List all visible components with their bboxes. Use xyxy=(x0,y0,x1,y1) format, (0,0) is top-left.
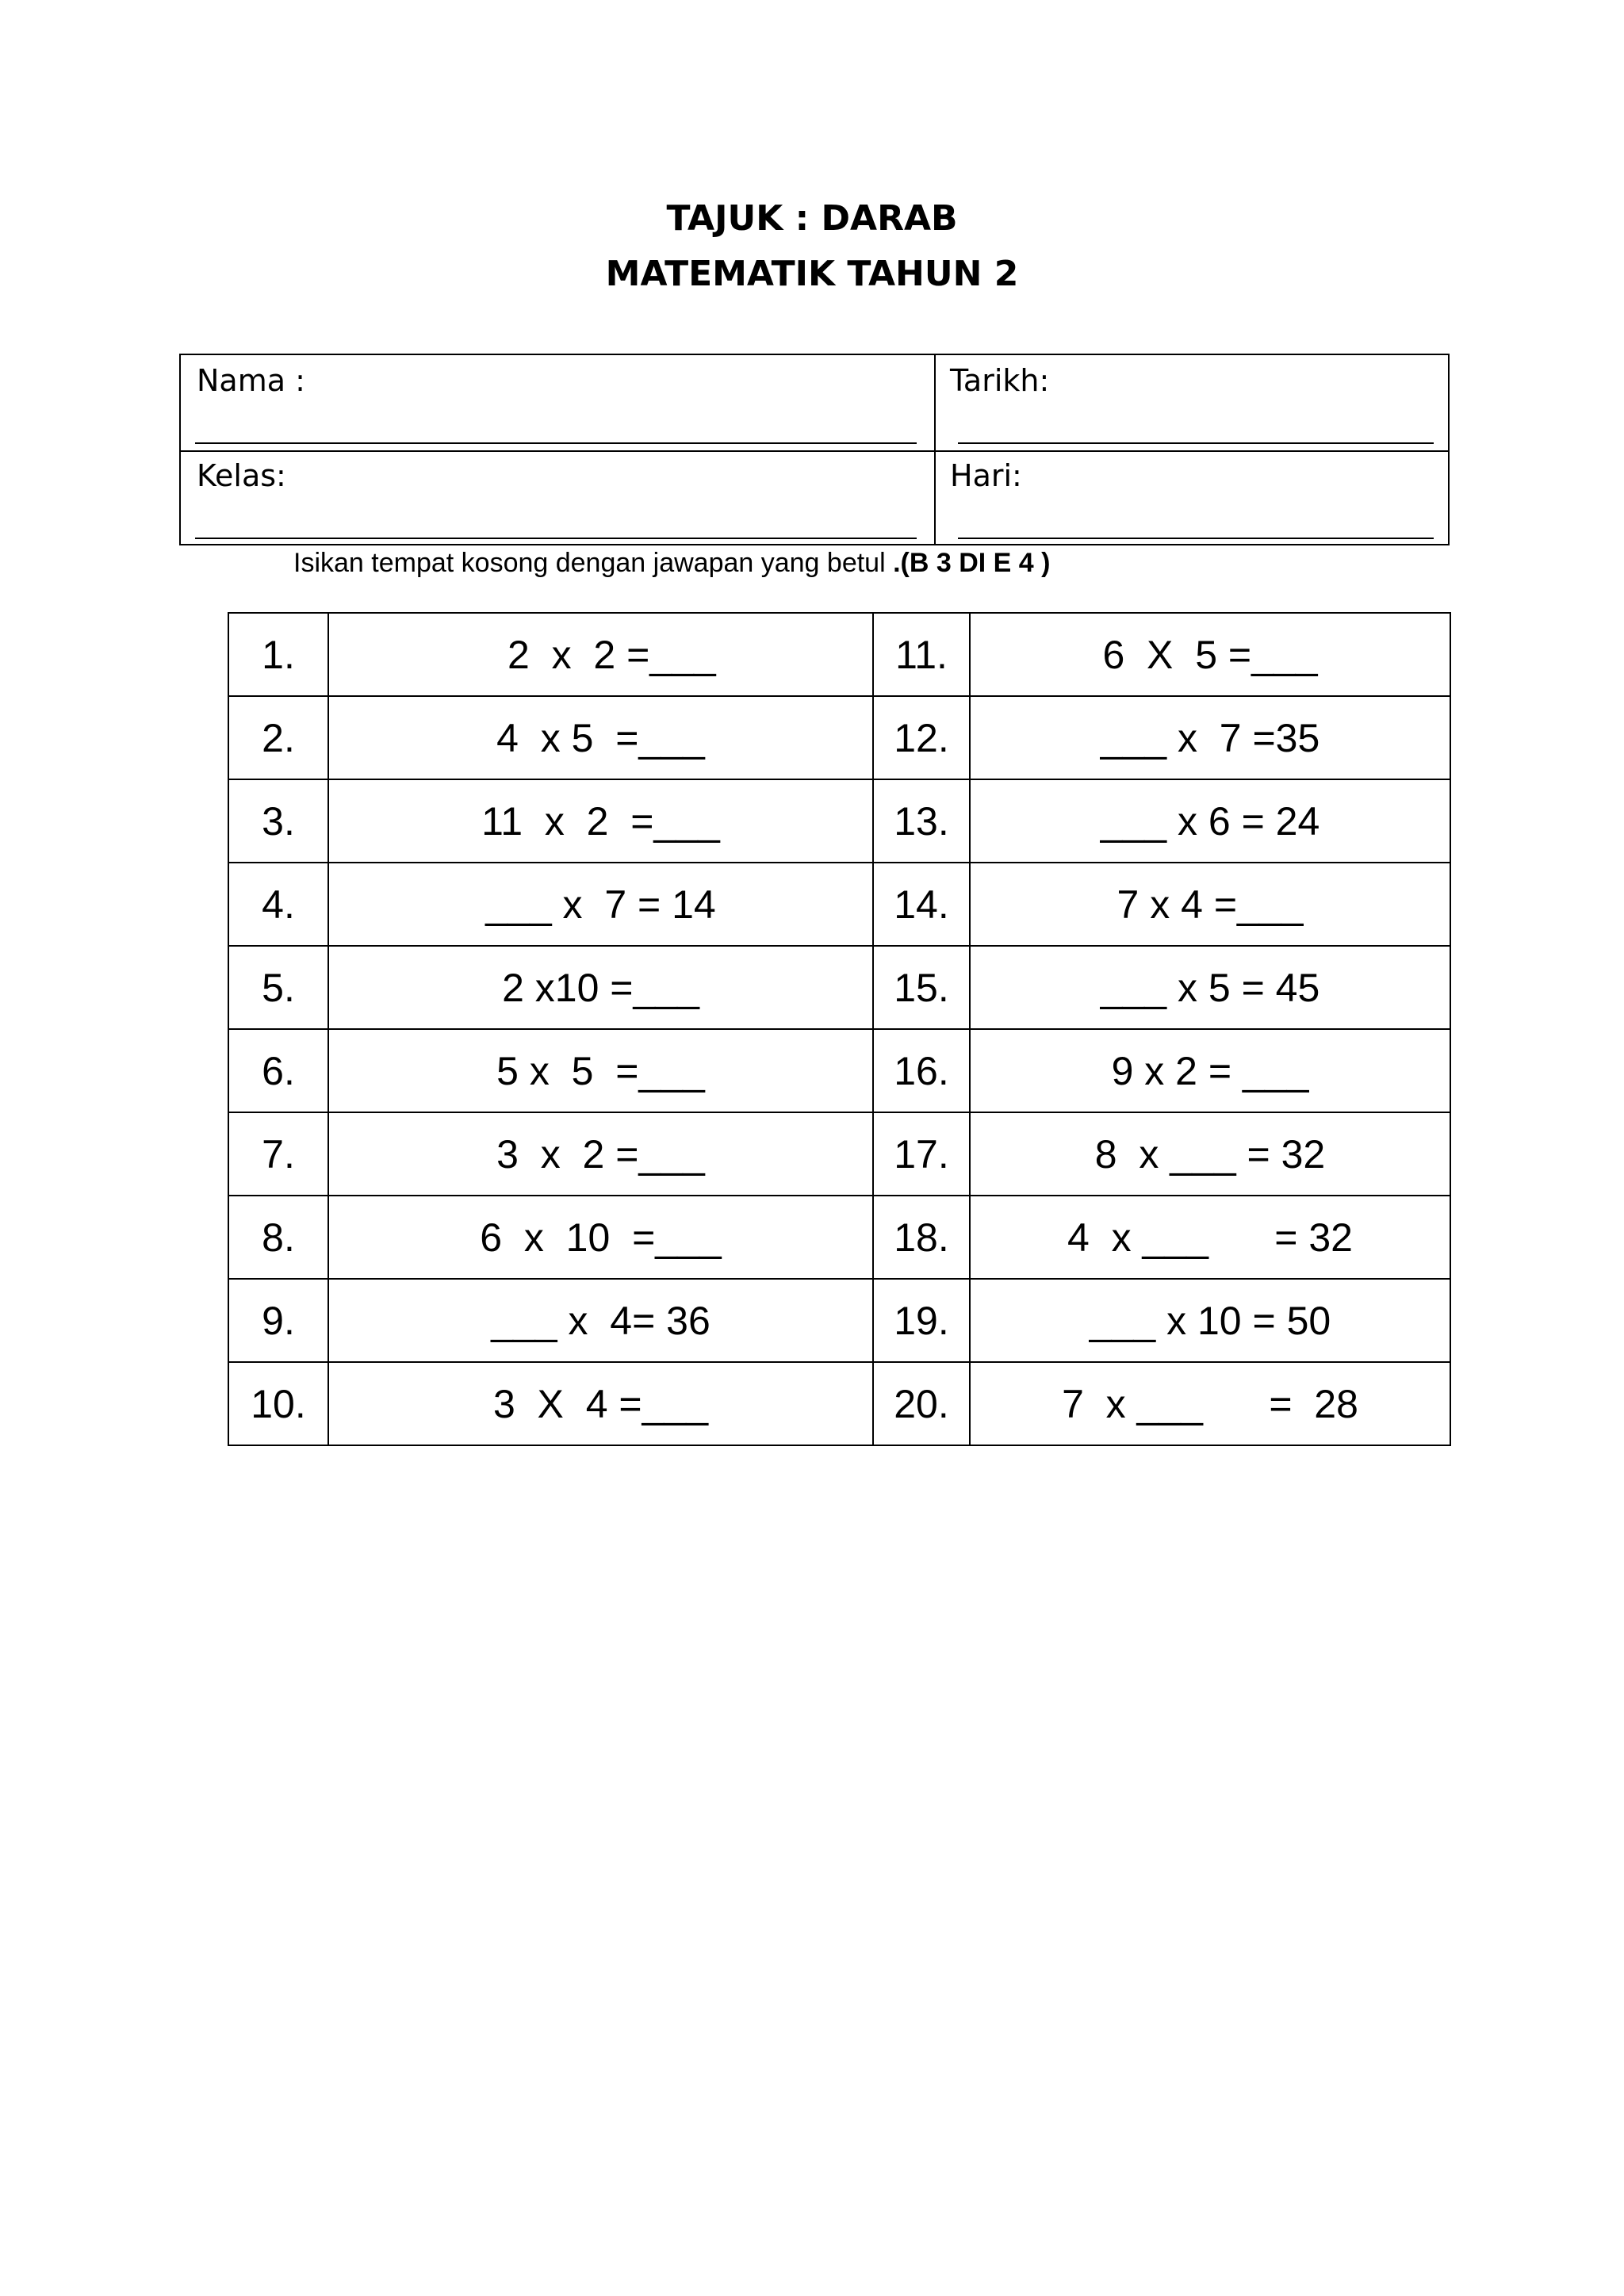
page-title: TAJUK : DARAB xyxy=(666,198,958,239)
question-cell[interactable]: ___ x 5 = 45 xyxy=(970,946,1450,1029)
question-number: 11. xyxy=(873,613,970,696)
question-number: 8. xyxy=(228,1196,328,1279)
nama-field[interactable] xyxy=(195,442,917,444)
question-number: 9. xyxy=(228,1279,328,1362)
instruction-code: .(B 3 DI E 4 ) xyxy=(893,548,1051,578)
tarikh-label: Tarikh: xyxy=(950,363,1050,398)
question-cell[interactable]: 6 x 10 =___ xyxy=(328,1196,873,1279)
table-row xyxy=(228,1279,1450,1362)
question-cell[interactable]: 6 X 5 =___ xyxy=(970,613,1450,696)
student-info-table xyxy=(179,354,1450,545)
question-number: 17. xyxy=(873,1112,970,1196)
page-subtitle: MATEMATIK TAHUN 2 xyxy=(605,254,1019,294)
question-number: 10. xyxy=(228,1362,328,1445)
question-number: 4. xyxy=(228,863,328,946)
question-number: 5. xyxy=(228,946,328,1029)
info-divider-horizontal xyxy=(181,450,1448,452)
question-cell[interactable]: 2 x10 =___ xyxy=(328,946,873,1029)
question-number: 6. xyxy=(228,1029,328,1112)
table-row xyxy=(228,696,1450,779)
table-row xyxy=(228,1362,1450,1445)
question-number: 18. xyxy=(873,1196,970,1279)
question-cell[interactable]: 7 x 4 =___ xyxy=(970,863,1450,946)
question-cell[interactable]: 7 x ___ = 28 xyxy=(970,1362,1450,1445)
table-row xyxy=(228,946,1450,1029)
question-number: 13. xyxy=(873,779,970,863)
question-number: 19. xyxy=(873,1279,970,1362)
question-cell[interactable]: 4 x 5 =___ xyxy=(328,696,873,779)
question-cell[interactable]: 4 x ___ = 32 xyxy=(970,1196,1450,1279)
question-cell[interactable]: 5 x 5 =___ xyxy=(328,1029,873,1112)
table-row xyxy=(228,863,1450,946)
question-number: 2. xyxy=(228,696,328,779)
table-row xyxy=(228,613,1450,696)
question-cell[interactable]: ___ x 10 = 50 xyxy=(970,1279,1450,1362)
instruction-text xyxy=(293,545,1050,580)
question-cell[interactable]: ___ x 4= 36 xyxy=(328,1279,873,1362)
info-divider-vertical xyxy=(934,355,936,544)
question-cell[interactable]: 3 X 4 =___ xyxy=(328,1362,873,1445)
question-number: 16. xyxy=(873,1029,970,1112)
kelas-field[interactable] xyxy=(195,538,917,539)
nama-label: Nama : xyxy=(197,363,305,398)
tarikh-field[interactable] xyxy=(958,442,1434,444)
question-number: 15. xyxy=(873,946,970,1029)
question-cell[interactable]: ___ x 7 = 14 xyxy=(328,863,873,946)
question-number: 20. xyxy=(873,1362,970,1445)
instruction-main: Isikan tempat kosong dengan jawapan yang betul xyxy=(293,548,894,578)
question-number: 1. xyxy=(228,613,328,696)
question-cell[interactable]: ___ x 7 =35 xyxy=(970,696,1450,779)
table-row xyxy=(228,1029,1450,1112)
table-row xyxy=(228,779,1450,863)
question-cell[interactable]: ___ x 6 = 24 xyxy=(970,779,1450,863)
question-number: 14. xyxy=(873,863,970,946)
question-number: 12. xyxy=(873,696,970,779)
hari-field[interactable] xyxy=(958,538,1434,539)
question-cell[interactable]: 3 x 2 =___ xyxy=(328,1112,873,1196)
question-cell[interactable]: 8 x ___ = 32 xyxy=(970,1112,1450,1196)
question-cell[interactable]: 11 x 2 =___ xyxy=(328,779,873,863)
questions-table xyxy=(228,612,1451,1446)
table-row xyxy=(228,1196,1450,1279)
question-number: 7. xyxy=(228,1112,328,1196)
question-number: 3. xyxy=(228,779,328,863)
question-cell[interactable]: 9 x 2 = ___ xyxy=(970,1029,1450,1112)
hari-label: Hari: xyxy=(950,458,1022,493)
table-row xyxy=(228,1112,1450,1196)
question-cell[interactable]: 2 x 2 =___ xyxy=(328,613,873,696)
kelas-label: Kelas: xyxy=(197,458,286,493)
